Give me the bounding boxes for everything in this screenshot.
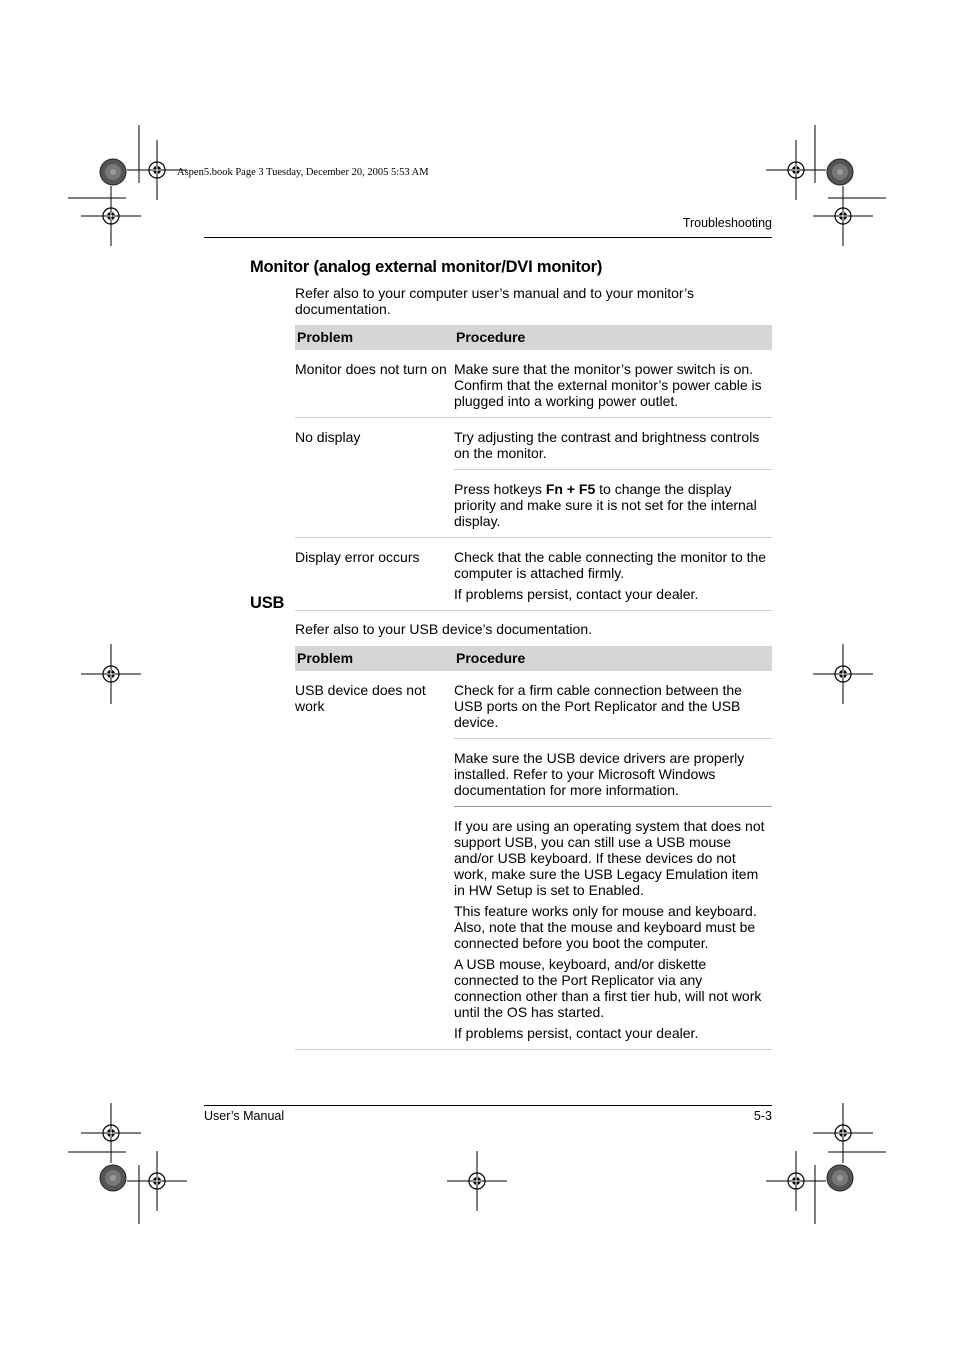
hotkey-pre: Press hotkeys — [454, 481, 546, 497]
problem-cell: Display error occurs — [295, 538, 454, 611]
procedure-text: This feature works only for mouse and keyboard. Also, note that the mouse and keyboard must be connected before you boot the computer. — [454, 903, 757, 951]
procedure-cell — [454, 671, 772, 1050]
running-head: Troubleshooting — [682, 216, 772, 230]
table-row — [295, 418, 772, 538]
problem-cell: USB device does not work — [295, 671, 454, 1050]
footer-rule — [204, 1105, 772, 1106]
book-info: Aspen5.book Page 3 Tuesday, December 20, 2005 5:53 AM — [177, 167, 429, 178]
procedure-text: Make sure the USB device drivers are properly installed. Refer to your Microsoft Windows documentation for more information. — [454, 750, 745, 798]
section-title-usb: USB — [250, 594, 285, 612]
section-title-monitor: Monitor (analog external monitor/DVI monitor) — [250, 258, 603, 276]
procedure-text: If problems persist, contact your dealer. — [454, 1025, 699, 1041]
procedure-text: Try adjusting the contrast and brightness controls on the monitor. — [454, 429, 760, 461]
monitor-intro: Refer also to your computer user’s manual and to your monitor’s documentation. — [295, 285, 694, 317]
table-row — [295, 538, 772, 611]
procedure-cell — [454, 538, 772, 611]
procedure-text: Check that the cable connecting the monitor to the computer is attached firmly. — [454, 549, 767, 581]
col-problem: Problem — [295, 646, 454, 671]
problem-cell: Monitor does not turn on — [295, 350, 454, 418]
procedure-text: Make sure that the monitor’s power switch is on. Confirm that the external monitor’s power cable is plugged into a working power outlet. — [454, 361, 762, 409]
usb-table — [295, 646, 772, 1050]
col-problem: Problem — [295, 325, 454, 350]
hotkey-post: to change the display priority and make sure it is not set for the internal display. — [454, 481, 757, 529]
col-procedure: Procedure — [454, 646, 772, 671]
procedure-text: A USB mouse, keyboard, and/or diskette connected to the Port Replicator via any connection other than a first tier hub, will not work until the OS has started. — [454, 956, 762, 1020]
footer-title: User’s Manual — [204, 1109, 285, 1123]
procedure-cell — [454, 418, 772, 538]
procedure-text: If problems persist, contact your dealer. — [454, 586, 699, 602]
monitor-table — [295, 325, 772, 611]
hotkey: Fn + F5 — [545, 481, 596, 497]
table-row — [295, 350, 772, 418]
table-header-row — [295, 325, 772, 350]
usb-intro: Refer also to your USB device’s documentation. — [295, 621, 593, 637]
col-procedure: Procedure — [454, 325, 772, 350]
problem-cell: No display — [295, 418, 454, 538]
page-number: 5-3 — [753, 1109, 772, 1123]
header-rule — [204, 237, 772, 238]
procedure-text: If you are using an operating system that does not support USB, you can still use a USB mouse and/or USB keyboard. If these devices do not work, make sure the USB Legacy Emulation item in HW Setup is set to Enabled. — [454, 818, 765, 898]
procedure-text: Check for a firm cable connection between the USB ports on the Port Replicator and the USB device. — [454, 682, 742, 730]
table-row — [295, 671, 772, 1050]
procedure-cell — [454, 350, 772, 418]
table-header-row — [295, 646, 772, 671]
procedure-text-hotkey — [454, 481, 768, 529]
